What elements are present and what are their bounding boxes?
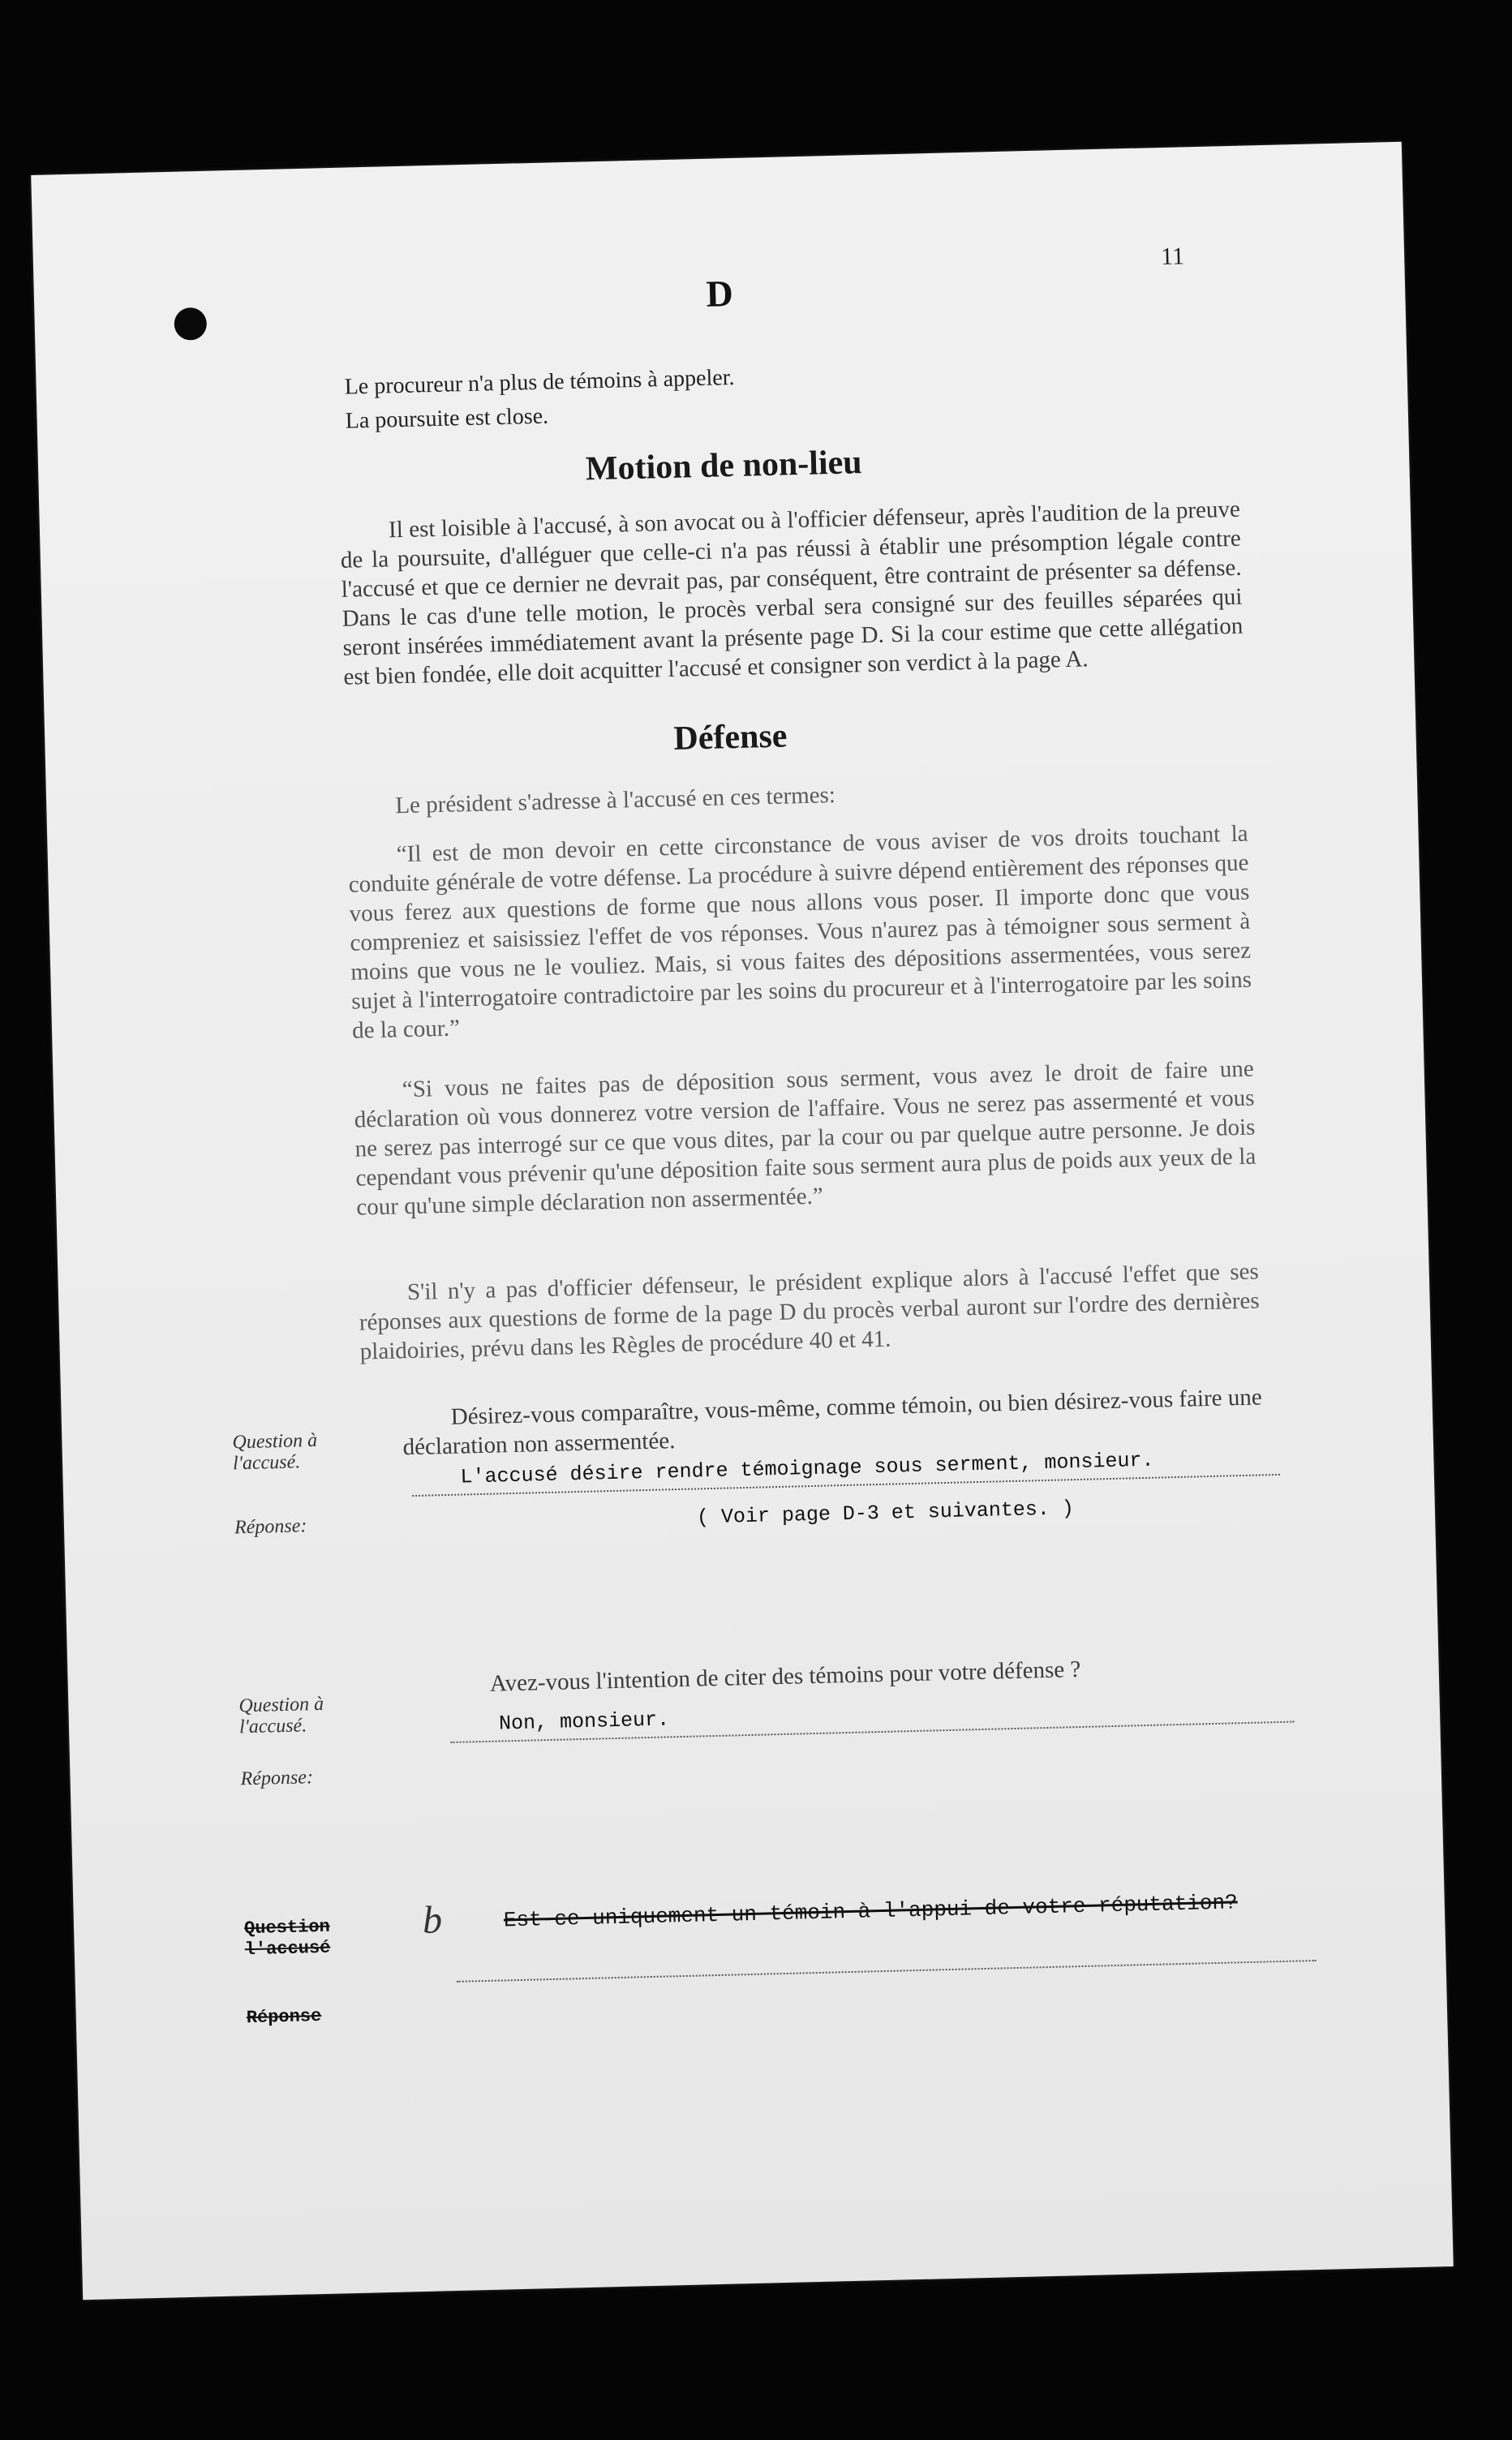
defense-quote-1: “Il est de mon devoir en cette circonstance de vous aviser de vos droits touchant la conduite générale de votre défense. La procédure à suivre dépend entièrement des réponses que vous ferez aux questions de forme que nous allons vous poser. Il importe donc que vous compreniez et saisissiez l'effet de vos réponses. Vous n'aurez pas à témoigner sous serment à moins que vous ne le vouliez. Mais, si vous faites des dépositions assermentées, vous serez sujet à l'interrogatoire contradictoire par les soins du procureur et à l'interrogatoire par les soins de la cour.”: [348, 820, 1252, 1044]
q1-text: Désirez-vous comparaître, vous-même, comme témoin, ou bien désirez-vous faire une déclaration non assermentée.: [402, 1384, 1263, 1461]
motion-heading: Motion de non-lieu: [585, 444, 863, 488]
q3-label-struck: Question l'accusé: [243, 1916, 331, 1961]
q2-text: Avez-vous l'intention de citer des témoins pour votre défense ?: [489, 1656, 1081, 1697]
q2-answer: Non, monsieur.: [498, 1708, 670, 1736]
defense-heading: Défense: [672, 717, 788, 758]
defense-explanation: S'il n'y a pas d'officier défenseur, le président explique alors à l'accusé l'effet que ses réponses aux questions de forme de la page D du procès verbal auront sur l'ordre des dernières plaidoiries, prévu dans les Règles de procédure 40 et 41.: [359, 1258, 1260, 1365]
intro-text: [344, 361, 736, 439]
q1-label: Question à l'accusé.: [232, 1429, 318, 1475]
page-number: 11: [1160, 243, 1185, 271]
q1-reponse-label: Réponse:: [234, 1515, 307, 1539]
q1-note: ( Voir page D-3 et suivantes. ): [696, 1497, 1075, 1530]
intro-line-1: Le procureur n'a plus de témoins à appeler.: [344, 364, 735, 400]
handwritten-mark: b: [422, 1898, 443, 1942]
q3-reponse-label-struck: Réponse: [246, 2005, 322, 2029]
q3-answer-line: [456, 1929, 1317, 1982]
q1-answer: L'accusé désire rendre témoignage sous serment, monsieur.: [460, 1448, 1154, 1489]
q2-reponse-label: Réponse:: [240, 1767, 314, 1790]
q3-text-struck: Est-ce uniquement un témoin à l'appui de votre réputation?: [503, 1890, 1239, 1933]
q2-answer-line: [450, 1690, 1295, 1743]
q2-label: Question à l'accusé.: [238, 1693, 324, 1738]
intro-line-2: La poursuite est close.: [345, 403, 549, 434]
defense-intro: Le président s'adresse à l'accusé en ces termes:: [394, 782, 836, 819]
document-page: [31, 142, 1454, 2300]
defense-quote-2: “Si vous ne faites pas de déposition sous serment, vous avez le droit de faire une déclaration où vous donnerez votre version de l'affaire. Vous ne serez pas assermenté et vous ne serez pas interrogé sur ce que vous dites, par la cour ou par quelque autre personne. Je dois cependant vous prévenir qu'une déposition faite sous serment aura plus de poids aux yeux de la cour qu'une simple déclaration non assermentée.”: [354, 1055, 1256, 1221]
section-letter: D: [705, 272, 734, 315]
motion-paragraph: Il est loisible à l'accusé, à son avocat ou à l'officier défenseur, après l'audition de la preuve de la poursuite, d'alléguer que celle-ci n'a pas réussi à établir une présomption légale contre l'accusé et que ce dernier ne devrait pas, par conséquent, être contraint de présenter sa défense. Dans le cas d'une telle motion, le procès verbal sera consigné sur des feuilles séparées qui seront insérées immédiatement avant la présente page D. Si la cour estime que cette allégation est bien fondée, elle doit acquitter l'accusé et consigner son verdict à la page A.: [340, 496, 1244, 690]
